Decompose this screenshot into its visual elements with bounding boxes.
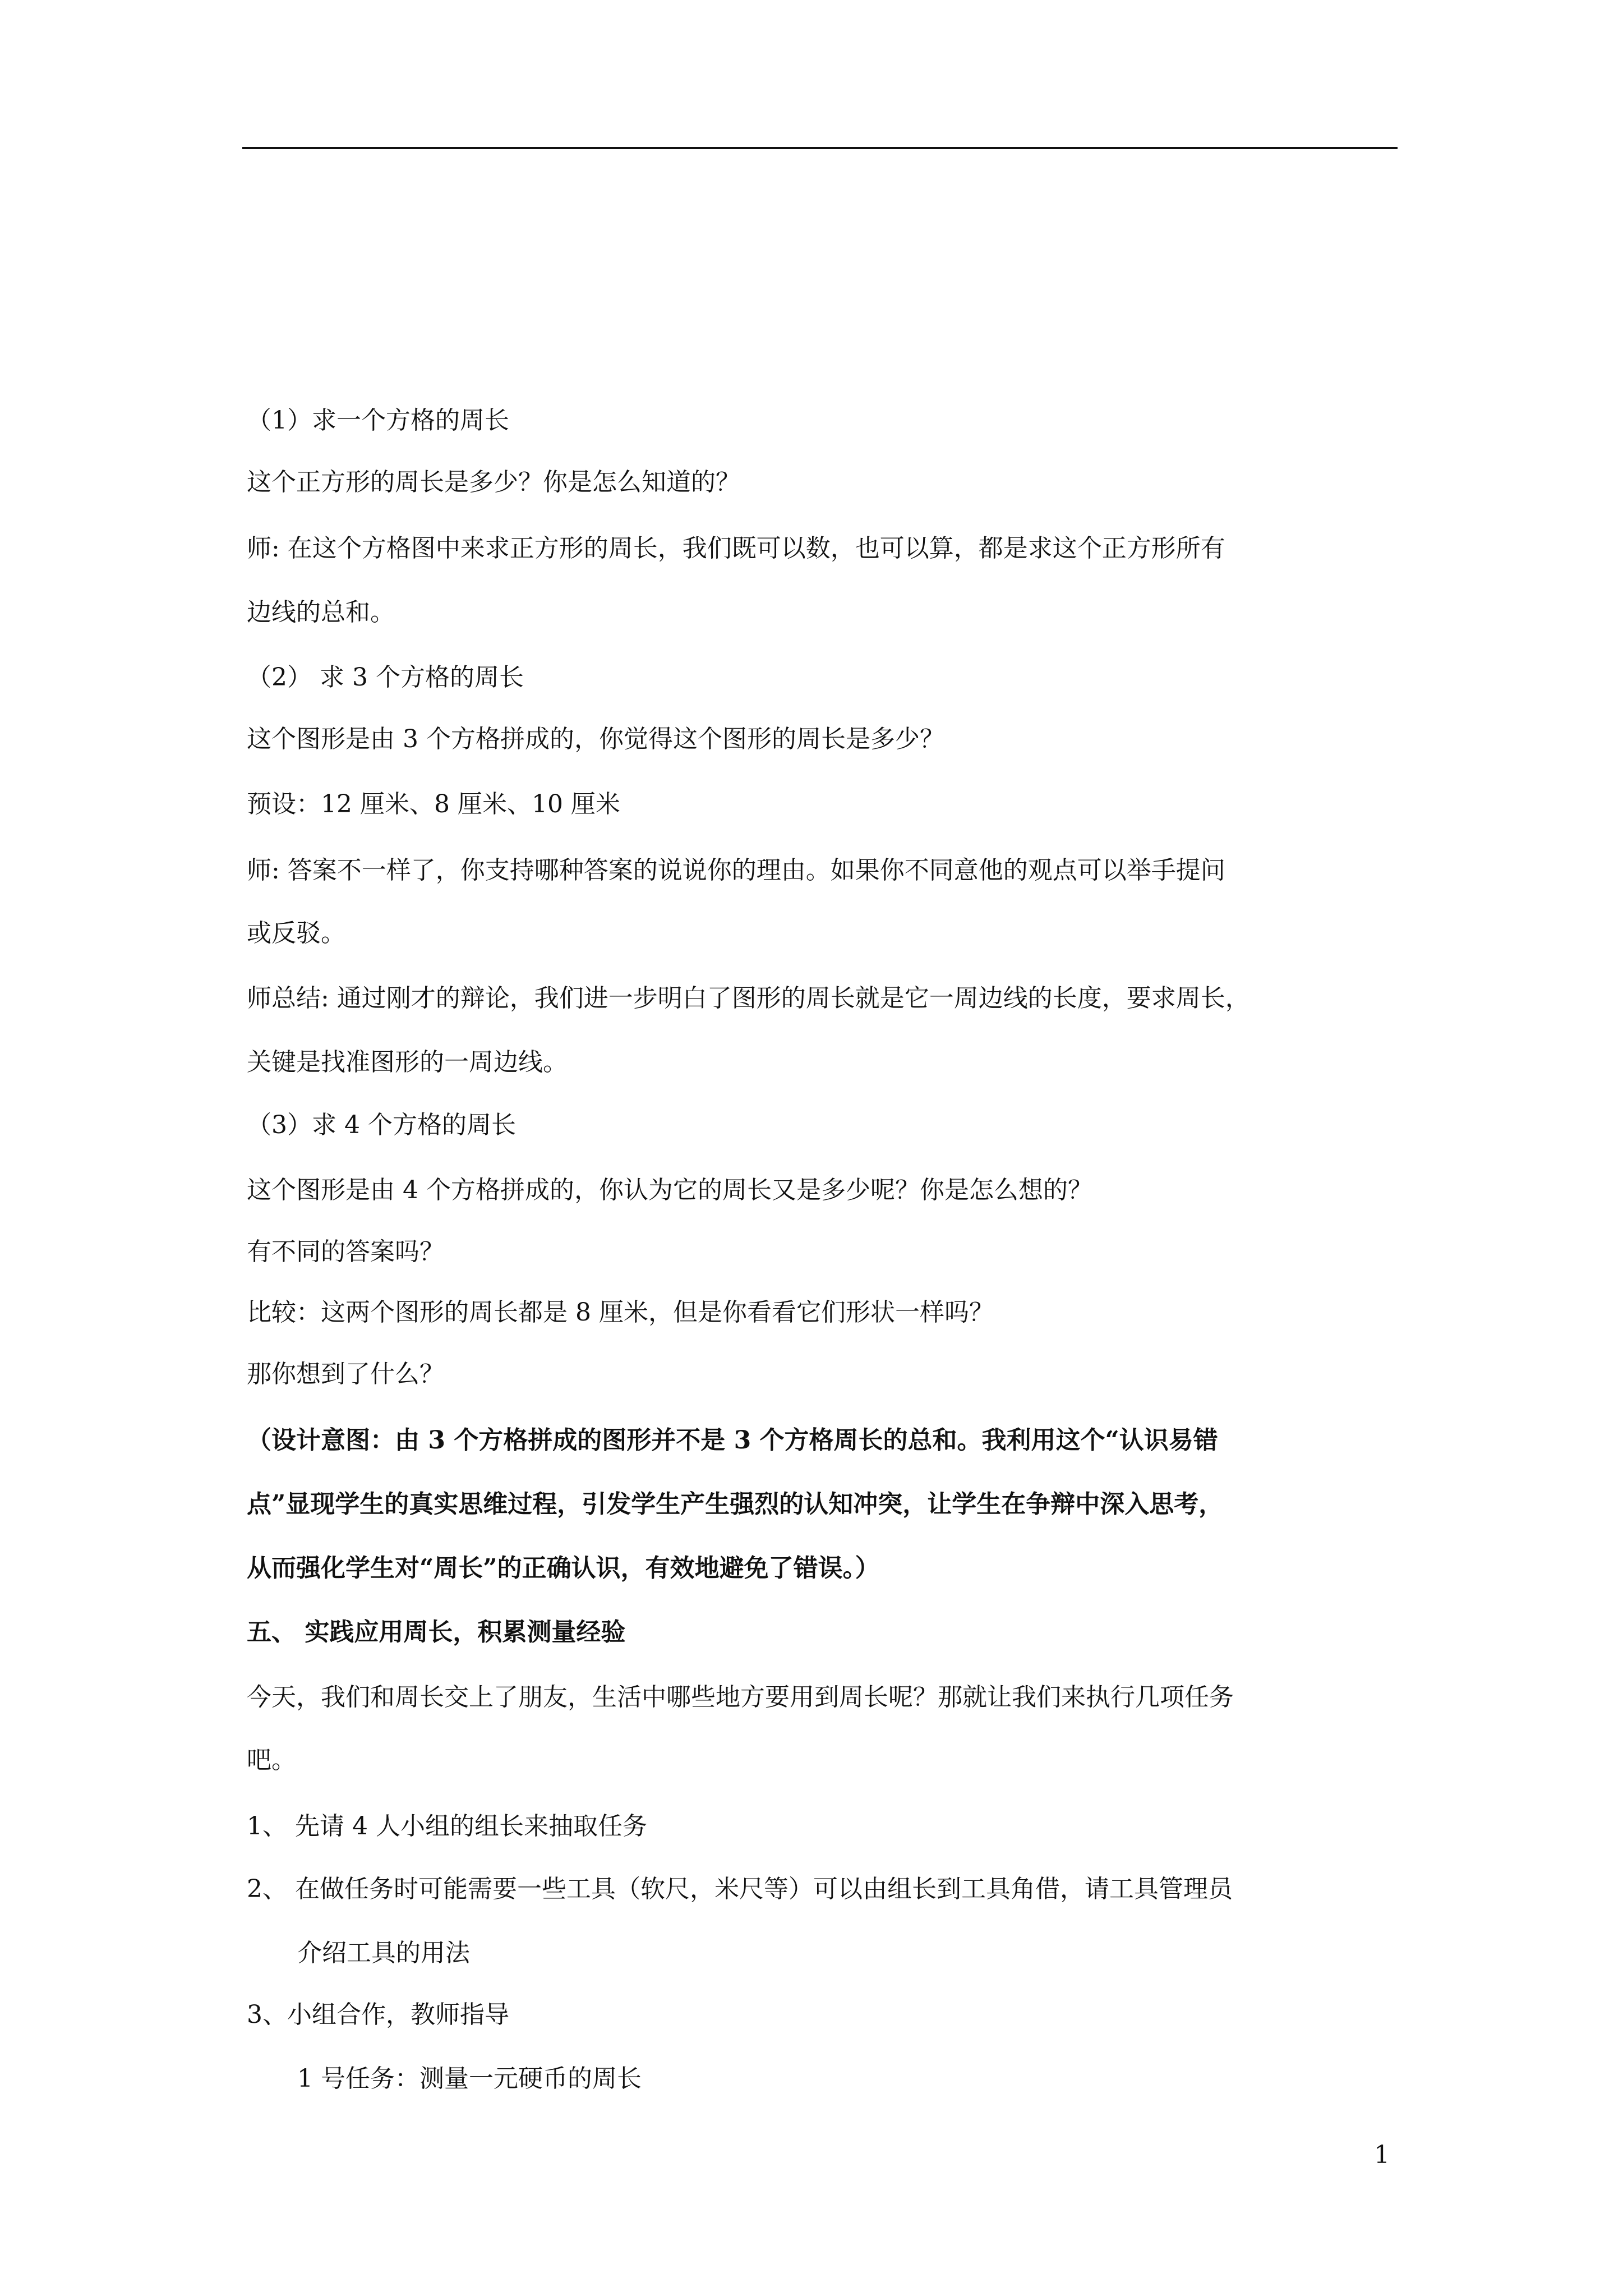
paragraph-line: 今天，我们和周长交上了朋友，生活中哪些地方要用到周长呢？那就让我们来执行几项任务 — [247, 1683, 1234, 1711]
page-number: 1 — [1374, 2141, 1390, 2169]
subsection-heading-1: （1）求一个方格的周长 — [247, 406, 509, 435]
list-item: 3、小组合作，教师指导 — [247, 2000, 509, 2029]
task-item: 1 号任务：测量一元硬币的周长 — [297, 2064, 642, 2093]
paragraph-line: 那你想到了什么？ — [247, 1360, 444, 1388]
paragraph-line: 这个图形是由 4 个方格拼成的，你认为它的周长又是多少呢？你是怎么想的？ — [247, 1176, 1092, 1204]
header-rule — [242, 147, 1398, 149]
subsection-heading-3: （3）求 4 个方格的周长 — [247, 1111, 516, 1139]
paragraph-line: 关键是找准图形的一周边线。 — [247, 1048, 568, 1076]
paragraph-line: 师: 答案不一样了，你支持哪种答案的说说你的理由。如果你不同意他的观点可以举手提问 — [247, 856, 1225, 885]
list-item: 2、 在做任务时可能需要一些工具（软尺，米尺等）可以由组长到工具角借，请工具管理员 — [247, 1875, 1233, 1903]
subsection-heading-2: （2） 求 3 个方格的周长 — [247, 663, 524, 692]
paragraph-line: 有不同的答案吗？ — [247, 1237, 444, 1266]
list-item-continuation: 介绍工具的用法 — [297, 1939, 470, 1967]
paragraph-line: 师: 在这个方格图中来求正方形的周长，我们既可以数，也可以算，都是求这个正方形所有 — [247, 534, 1225, 563]
design-intent-line: 从而强化学生对“周长”的正确认识，有效地避免了错误。） — [247, 1554, 880, 1582]
paragraph-line: 预设：12 厘米、8 厘米、10 厘米 — [247, 790, 620, 818]
section-heading-5: 五、 实践应用周长，积累测量经验 — [247, 1618, 626, 1646]
design-intent-line: 点”显现学生的真实思维过程，引发学生产生强烈的认知冲突，让学生在争辩中深入思考， — [247, 1490, 1224, 1519]
paragraph-line: 或反驳。 — [247, 919, 345, 947]
list-item: 1、 先请 4 人小组的组长来抽取任务 — [247, 1812, 647, 1841]
paragraph-line: 吧。 — [247, 1746, 296, 1774]
paragraph-line: 这个正方形的周长是多少？你是怎么知道的？ — [247, 468, 740, 496]
paragraph-line: 边线的总和。 — [247, 598, 395, 627]
paragraph-line: 这个图形是由 3 个方格拼成的，你觉得这个图形的周长是多少？ — [247, 725, 944, 753]
design-intent-line: （设计意图：由 3 个方格拼成的图形并不是 3 个方格周长的总和。我利用这个“认识易错 — [247, 1426, 1218, 1455]
paragraph-line: 师总结: 通过刚才的辩论，我们进一步明白了图形的周长就是它一周边线的长度，要求周长， — [247, 984, 1250, 1013]
paragraph-line: 比较：这两个图形的周长都是 8 厘米，但是你看看它们形状一样吗？ — [247, 1298, 994, 1327]
